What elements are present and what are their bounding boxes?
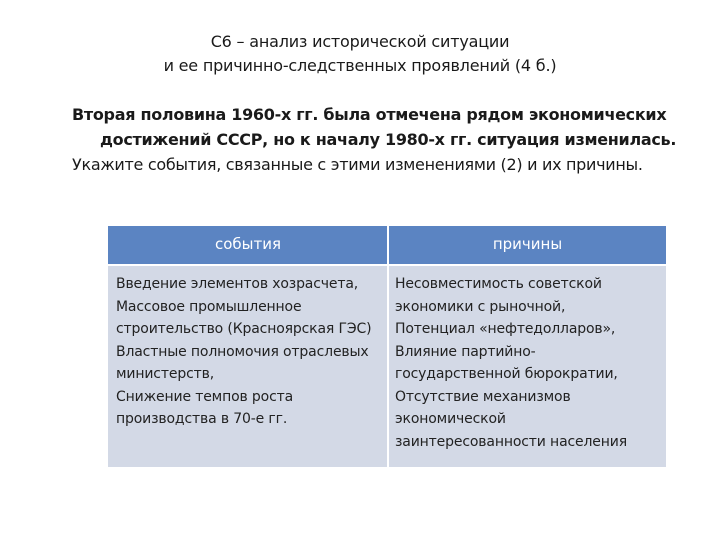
events-cell [116,273,384,431]
column-divider [387,226,389,467]
title-line-1: С6 – анализ исторической ситуации [210,32,510,51]
events-line: Введение элементов хозрасчета, [116,276,359,292]
events-line: Снижение темпов роста [116,388,294,405]
task-question: Укажите события, связанные с этими изменениями (2) и их причины. [72,155,643,174]
task-statement-line-2: достижений СССР, но к началу 1980-х гг. ситуация изменилась. [100,130,677,149]
header-events: события [214,235,282,253]
answer-table [108,226,666,467]
causes-cell [395,273,661,453]
task-statement-line-1: Вторая половина 1960-х гг. была отмечена рядом экономических [72,105,667,124]
events-line: министерств, [116,366,215,382]
title-line-2: и ее причинно-следственных проявлений (4 б.) [163,56,557,75]
causes-line: Влияние партийно- [395,343,536,360]
events-line: Массовое промышленное [116,298,302,315]
events-line: строительство (Красноярская ГЭС) [116,321,372,337]
causes-line: заинтересованности населения [395,433,627,450]
events-line: Властные полномочия отраслевых [116,343,369,360]
task-statement [72,102,692,152]
causes-line: Несовместимость советской [395,276,602,292]
events-line: производства в 70-е гг. [116,411,288,427]
task-text [72,102,692,177]
causes-line: Потенциал «нефтедолларов», [395,321,616,337]
causes-line: экономической [395,411,506,427]
causes-line: государственной бюрократии, [395,366,618,382]
causes-line: Отсутствие механизмов [395,388,571,405]
header-causes: причины [492,235,563,253]
slide-title [0,30,720,78]
causes-line: экономики с рыночной, [395,298,566,315]
